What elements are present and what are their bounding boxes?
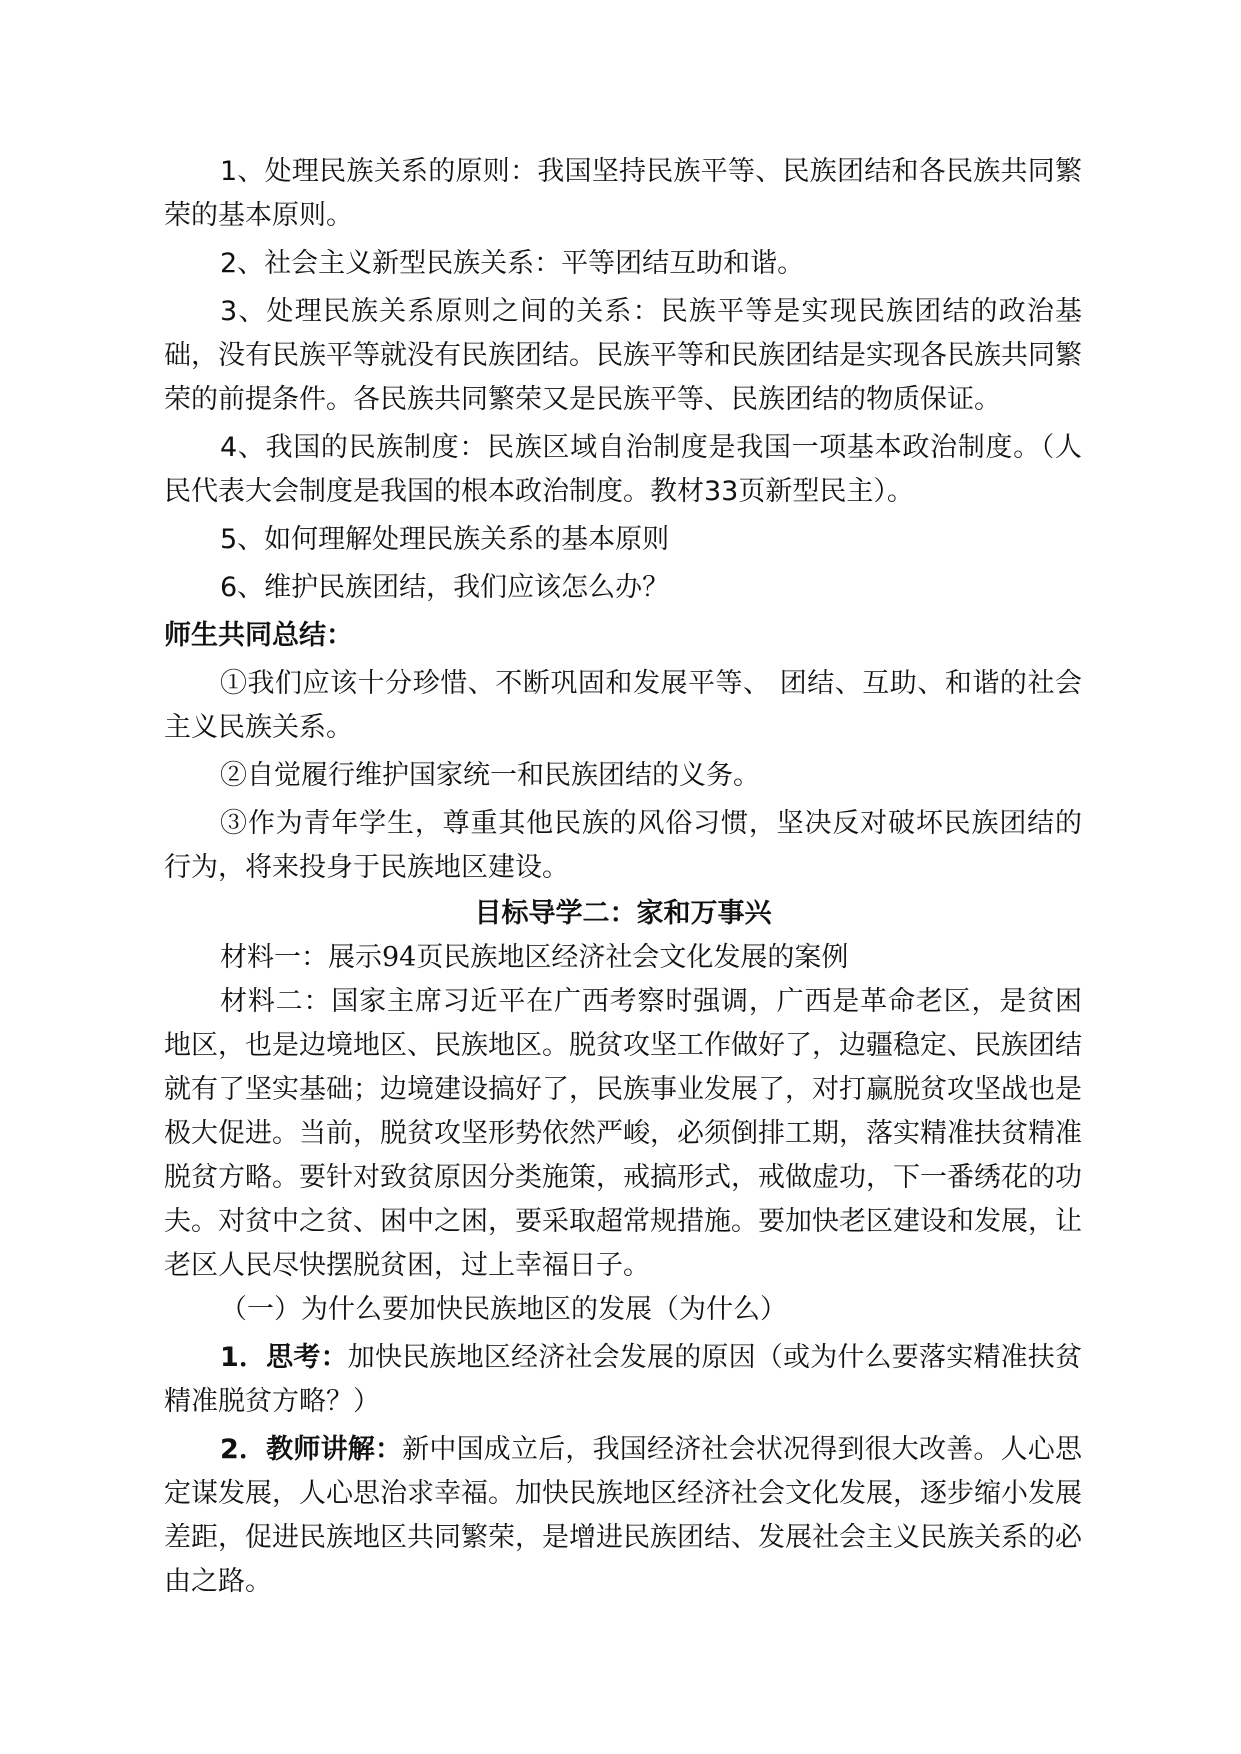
teacher-explanation-text: 新中国成立后，我国经济社会状况得到很大改善。人心思定谋发展，人心思治求幸福。加快民族地区经济社会文化发展，逐步缩小发展差距，促进民族地区共同繁荣，是增进民族团结、发展社会主义民族关系的必由之路。 (164, 1434, 1082, 1597)
material-one: 材料一：展示94页民族地区经济社会文化发展的案例 (220, 942, 849, 973)
summary-item-1: ①我们应该十分珍惜、不断巩固和发展平等、 团结、互助、和谐的社会主义民族关系。 (164, 668, 1082, 743)
question-think (164, 1336, 1082, 1424)
paragraph-principles-relationship: 3、处理民族关系原则之间的关系：民族平等是实现民族团结的政治基础，没有民族平等就没有民族团结。民族平等和民族团结是实现各民族共同繁荣的前提条件。各民族共同繁荣又是民族平等、民族团结的物质保证。 (164, 296, 1082, 415)
question-think-text: 加快民族地区经济社会发展的原因（或为什么要落实精准扶贫精准脱贫方略？） (164, 1342, 1082, 1417)
subsection-why: （一）为什么要加快民族地区的发展（为什么） (220, 1294, 787, 1325)
paragraph-understand-principles: 5、如何理解处理民族关系的基本原则 (220, 524, 670, 555)
section-title: 目标导学二：家和万事兴 (474, 898, 772, 929)
summary-item-2: ②自觉履行维护国家统一和民族团结的义务。 (220, 760, 760, 791)
teacher-explanation (164, 1428, 1082, 1604)
summary-item-3: ③作为青年学生，尊重其他民族的风俗习惯，坚决反对破坏民族团结的行为，将来投身于民族地区建设。 (164, 808, 1082, 883)
paragraph-what-to-do: 6、维护民族团结，我们应该怎么办？ (220, 572, 670, 603)
teacher-explanation-label: 2．教师讲解： (220, 1434, 403, 1465)
document-body (164, 150, 1082, 1604)
paragraph-new-relations: 2、社会主义新型民族关系：平等团结互助和谐。 (220, 248, 805, 279)
question-think-label: 1．思考： (220, 1342, 348, 1373)
paragraph-principles: 1、处理民族关系的原则：我国坚持民族平等、民族团结和各民族共同繁荣的基本原则。 (164, 156, 1082, 231)
paragraph-ethnic-system: 4、我国的民族制度：民族区域自治制度是我国一项基本政治制度。（人民代表大会制度是我国的根本政治制度。教材33页新型民主）。 (164, 432, 1082, 507)
summary-heading: 师生共同总结： (164, 620, 353, 651)
material-two: 材料二：国家主席习近平在广西考察时强调，广西是革命老区，是贫困地区，也是边境地区、民族地区。脱贫攻坚工作做好了，边疆稳定、民族团结就有了坚实基础；边境建设搞好了，民族事业发展了，对打赢脱贫攻坚战也是极大促进。当前，脱贫攻坚形势依然严峻，必须倒排工期，落实精准扶贫精准脱贫方略。要针对致贫原因分类施策，戒搞形式，戒做虚功，下一番绣花的功夫。对贫中之贫、困中之困，要采取超常规措施。要加快老区建设和发展，让老区人民尽快摆脱贫困，过上幸福日子。 (164, 986, 1082, 1281)
